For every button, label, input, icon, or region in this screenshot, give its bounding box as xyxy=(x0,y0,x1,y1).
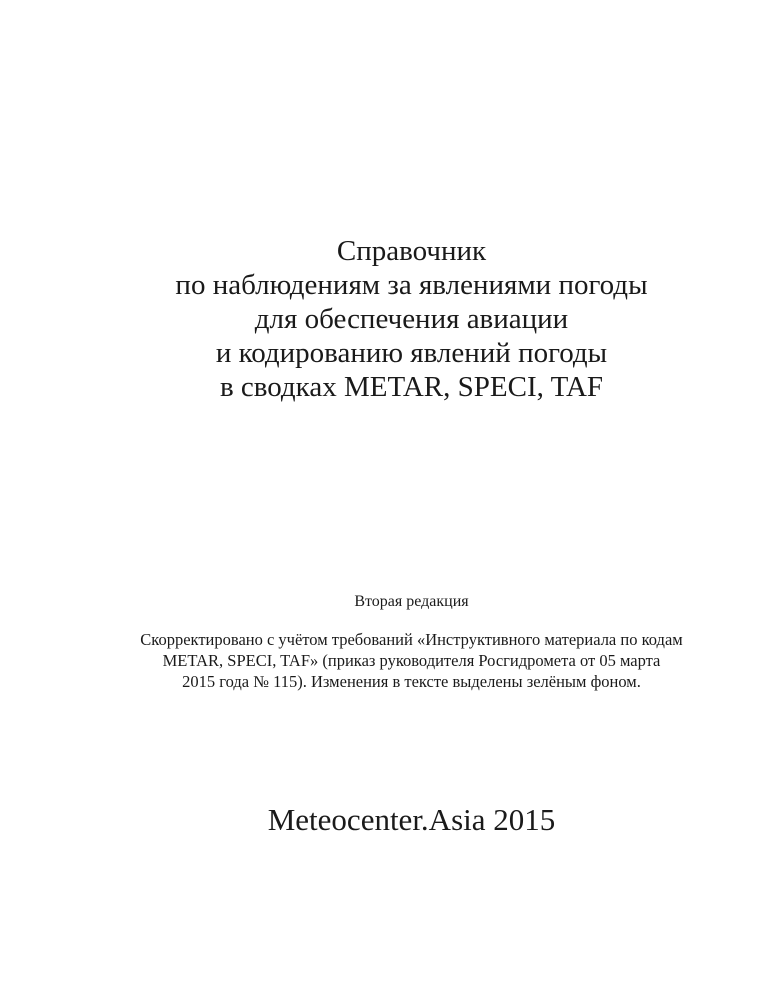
title-line-3: для обеспечения авиации xyxy=(254,303,569,335)
title-line-1: Справочник xyxy=(336,235,487,267)
title-line-4: и кодированию явлений погоды xyxy=(215,337,608,369)
title-line-5: в сводках METAR, SPECI, TAF xyxy=(219,371,604,403)
page-content xyxy=(100,0,723,994)
revision-note-line-1: Скорректировано с учётом требований «Инструктивного материала по кодам xyxy=(140,630,683,649)
publisher-line: Meteocenter.Asia 2015 xyxy=(267,802,556,837)
title-line-2: по наблюдениям за явлениями погоды xyxy=(175,269,648,301)
revision-note-line-2: METAR, SPECI, TAF» (приказ руководителя Росгидромета от 05 марта xyxy=(162,651,661,670)
revision-note xyxy=(100,629,723,692)
document-title xyxy=(100,234,723,404)
revision-note-line-3: 2015 года № 115). Изменения в тексте выделены зелёным фоном. xyxy=(182,672,641,691)
edition-label: Вторая редакция xyxy=(354,593,469,610)
